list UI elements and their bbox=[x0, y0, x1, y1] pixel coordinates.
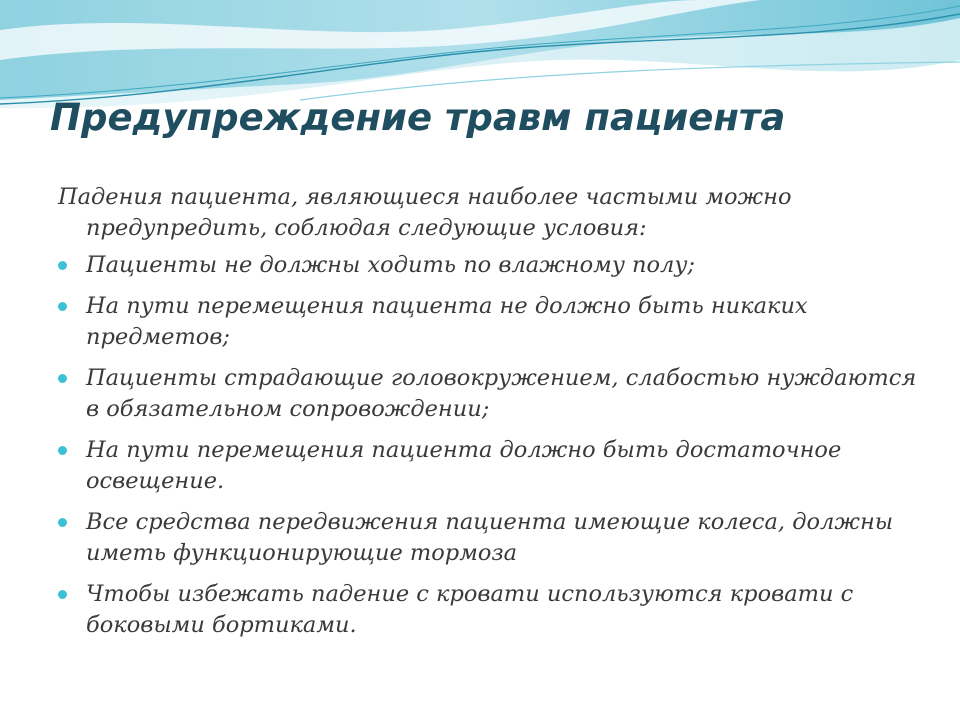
intro-text: Падения пациента, являющиеся наиболее частыми можно предупредить, соблюдая следующие условия: bbox=[58, 184, 792, 241]
list-item bbox=[58, 435, 918, 497]
list-item-text: Пациенты не должны ходить по влажному полу; bbox=[86, 252, 696, 278]
bullet-dot-icon bbox=[58, 374, 67, 383]
list-item bbox=[58, 250, 918, 281]
list-item bbox=[58, 507, 918, 569]
bullet-dot-icon bbox=[58, 446, 67, 455]
bullet-dot-icon bbox=[58, 518, 67, 527]
bullet-dot-icon bbox=[58, 261, 67, 270]
list-item-text: Чтобы избежать падение с кровати используются кровати с боковыми бортиками. bbox=[86, 581, 854, 638]
bullet-list bbox=[58, 250, 918, 641]
list-item-text: На пути перемещения пациента не должно быть никаких предметов; bbox=[86, 293, 808, 350]
list-item-text: На пути перемещения пациента должно быть достаточное освещение. bbox=[86, 437, 842, 494]
bullet-dot-icon bbox=[58, 590, 67, 599]
list-item-text: Пациенты страдающие головокружением, слабостью нуждаются в обязательном сопровождении; bbox=[86, 365, 917, 422]
slide-title: Предупреждение травм пациента bbox=[50, 96, 786, 139]
list-item bbox=[58, 579, 918, 641]
list-item bbox=[58, 291, 918, 353]
list-item bbox=[58, 363, 918, 425]
slide-content bbox=[58, 182, 918, 651]
bullet-dot-icon bbox=[58, 302, 67, 311]
list-item-text: Все средства передвижения пациента имеющие колеса, должны иметь функционирующие тормоза bbox=[86, 509, 894, 566]
